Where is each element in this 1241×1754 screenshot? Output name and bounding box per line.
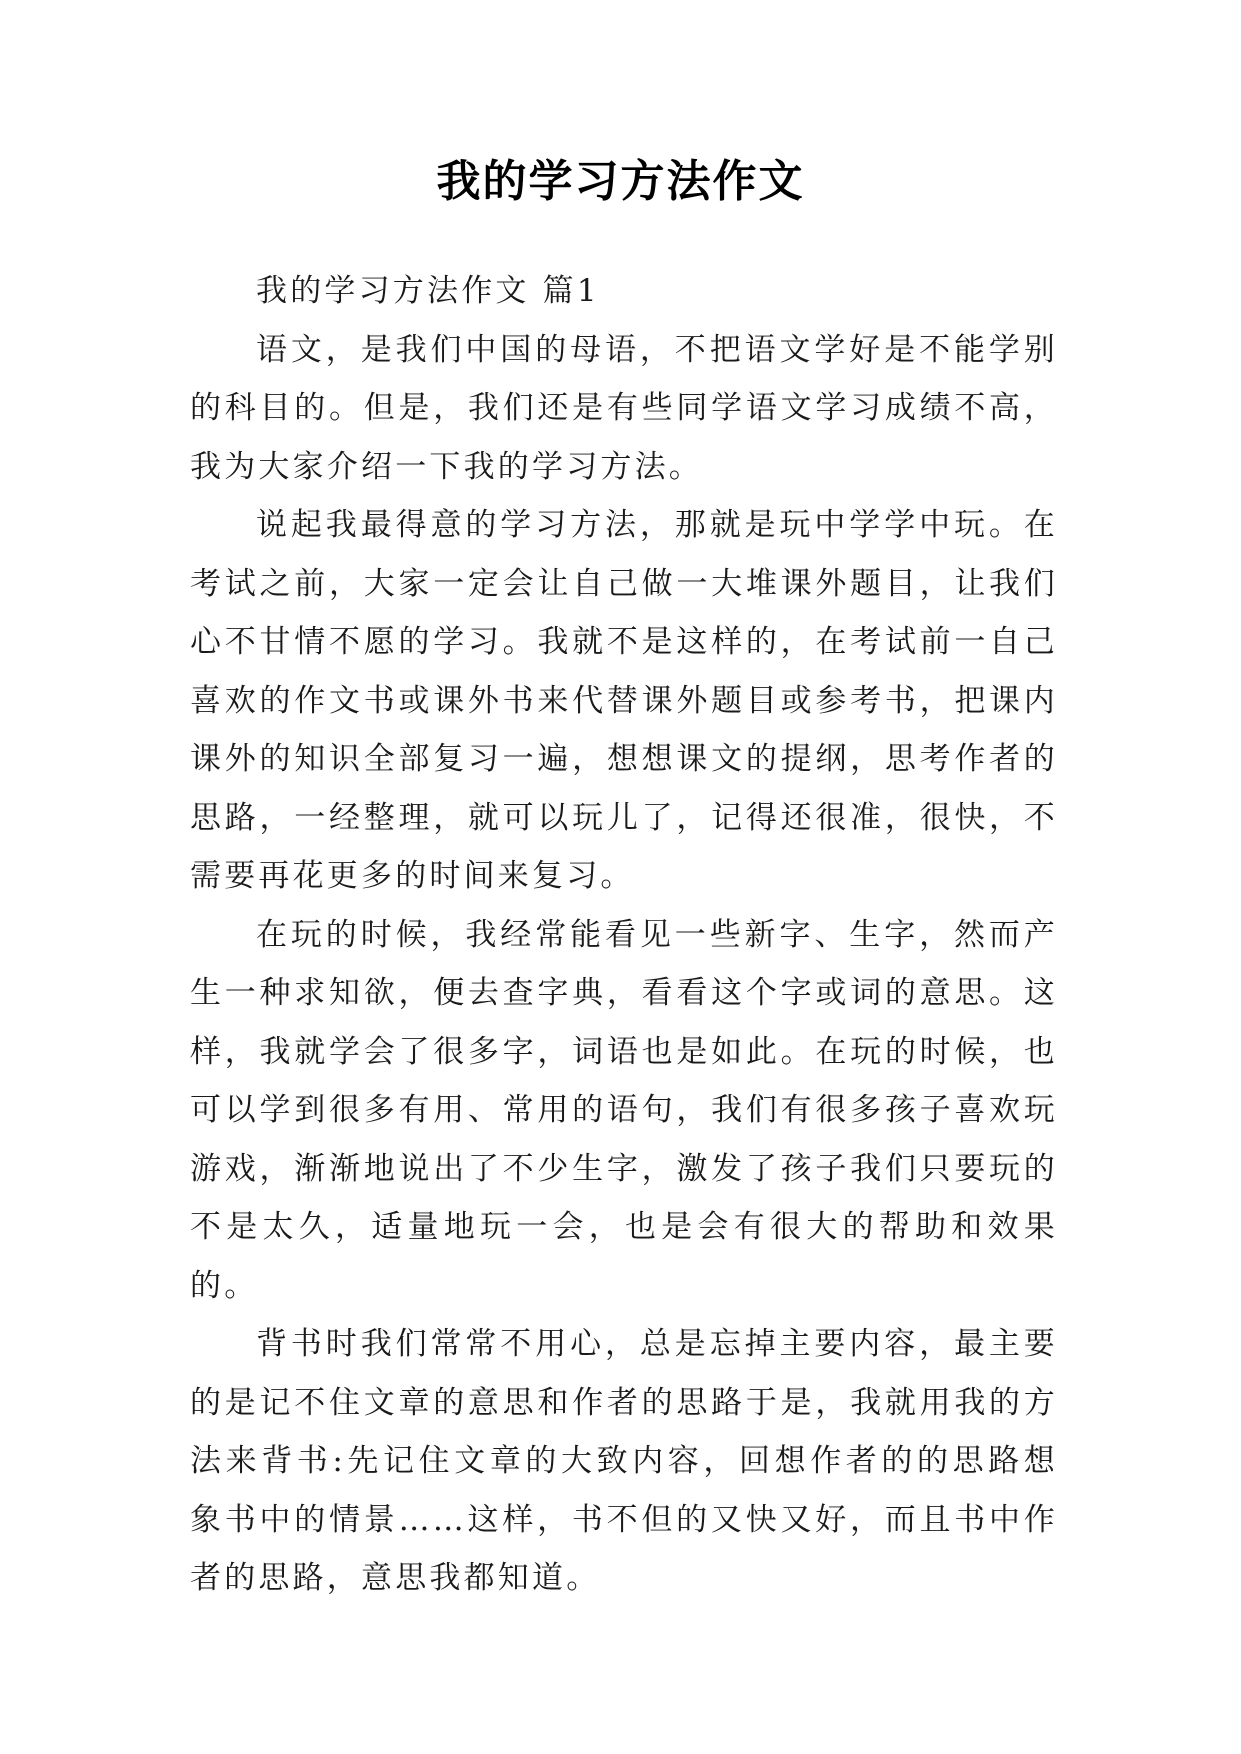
section-heading: 我的学习方法作文 篇1 (256, 273, 600, 309)
paragraph: 说起我最得意的学习方法，那就是玩中学学中玩。在考试之前，大家一定会让自己做一大堆课外题目，让我们心不甘情不愿的学习。我就不是这样的，在考试前一自己喜欢的作文书或课外书来代替课外题目或参考书，把课内课外的知识全部复习一遍，想想课文的提纲，思考作者的思路，一经整理，就可以玩儿了，记得还很准，很快，不需要再花更多的时间来复习。 (190, 507, 1058, 894)
document-body (190, 262, 1058, 1608)
paragraph: 在玩的时候，我经常能看见一些新字、生字，然而产生一种求知欲，便去查字典，看看这个字或词的意思。这样，我就学会了很多字，词语也是如此。在玩的时候，也可以学到很多有用、常用的语句，我们有很多孩子喜欢玩游戏，渐渐地说出了不少生字，激发了孩子我们只要玩的不是太久，适量地玩一会，也是会有很大的帮助和效果的。 (190, 916, 1058, 1304)
paragraph: 语文，是我们中国的母语，不把语文学好是不能学别的科目的。但是，我们还是有些同学语文学习成绩不高，我为大家介绍一下我的学习方法。 (190, 331, 1058, 485)
document-title: 我的学习方法作文 (436, 156, 805, 207)
paragraph: 背书时我们常常不用心，总是忘掉主要内容，最主要的是记不住文章的意思和作者的思路于是，我就用我的方法来背书:先记住文章的大致内容，回想作者的的思路想象书中的情景……这样，书不但的又快又好，而且书中作者的思路，意思我都知道。 (190, 1326, 1058, 1596)
